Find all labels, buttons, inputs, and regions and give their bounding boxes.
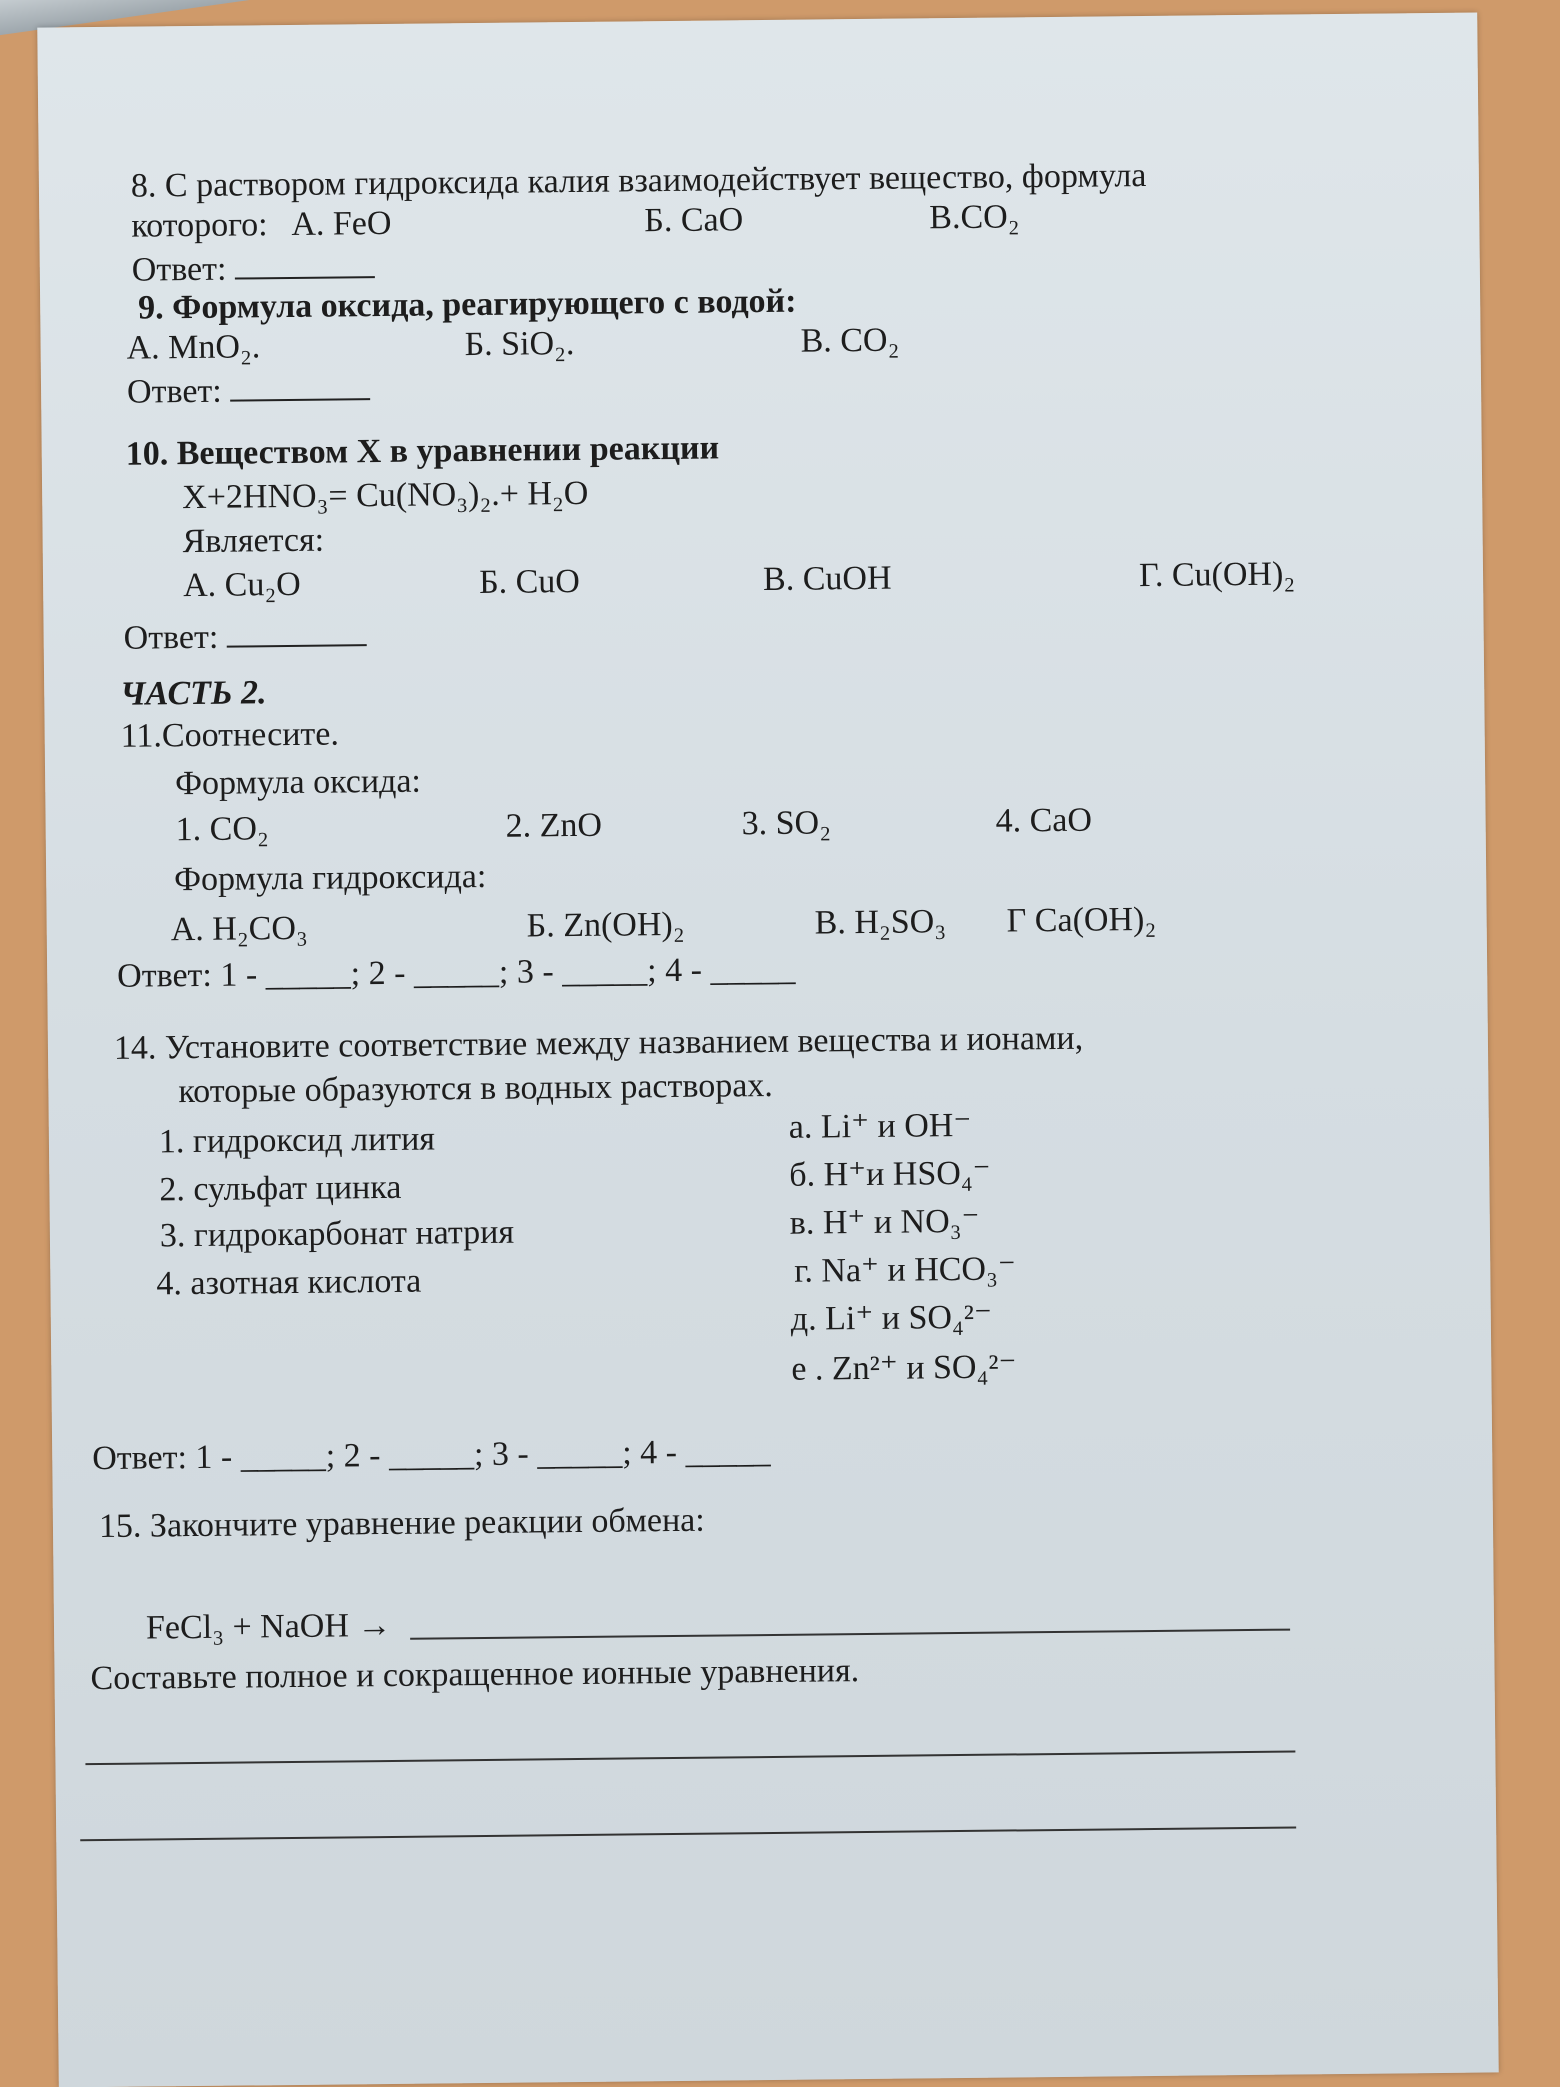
- q11-text: 11.Соотнесите.: [120, 715, 340, 755]
- answer-line[interactable]: [80, 1827, 1296, 1842]
- q9-text: 9. Формула оксида, реагирующего с водой:: [138, 282, 797, 327]
- q15-instruction: Составьте полное и сокращенное ионные уравнения.: [90, 1652, 860, 1698]
- q11-oxide-3: 3. SO₂: [741, 804, 832, 843]
- q11-hydroxide-a: А. H₂CO₃: [170, 909, 308, 949]
- q11-oxide-2: 2. ZnO: [505, 806, 603, 845]
- q14-item: 4. азотная кислота: [156, 1262, 422, 1303]
- q11-answer[interactable]: Ответ: 1 - _____; 2 - _____; 3 - _____; 4 - _____: [116, 950, 796, 995]
- q14-item: 3. гидрокарбонат натрия: [159, 1213, 515, 1255]
- q8-option-c: В.CO₂: [929, 198, 1020, 237]
- q11-oxide-label: Формула оксида:: [174, 762, 422, 803]
- q9-answer: [127, 368, 371, 413]
- q14-text-line1: 14. Установите соответствие между названием вещества и ионами,: [113, 1019, 1084, 1067]
- q10-option-b: Б. CuO: [478, 562, 581, 601]
- q14-answer[interactable]: Ответ: 1 - _____; 2 - _____; 3 - _____; 4 - _____: [92, 1432, 771, 1478]
- q8-option-a: А. FeO: [291, 204, 392, 243]
- q10-equation: X+2HNO₃= Cu(NO₃)₂.+ H₂O: [181, 474, 589, 517]
- q14-ion: а. Li⁺ и OH⁻: [788, 1106, 972, 1146]
- q11-hydroxide-d: Г Ca(OH)₂: [1006, 900, 1157, 940]
- q14-ion: в. H⁺ и NO₃⁻: [789, 1202, 980, 1242]
- q10-is: Является:: [182, 521, 325, 561]
- q10-option-a: А. Cu₂O: [182, 565, 301, 605]
- worksheet-page: [37, 13, 1498, 2087]
- q10-answer: [123, 614, 367, 659]
- q14-item: 1. гидроксид лития: [158, 1120, 436, 1161]
- part2-heading: ЧАСТЬ 2.: [120, 674, 267, 713]
- q8-answer-blank[interactable]: [235, 246, 375, 279]
- q14-ion: г. Na⁺ и HCO₃⁻: [794, 1250, 1016, 1290]
- q10-answer-blank[interactable]: [227, 614, 367, 647]
- q14-item: 2. сульфат цинка: [159, 1168, 402, 1209]
- q11-hydroxide-label: Формула гидроксида:: [173, 857, 487, 899]
- q8-prefix: которого:: [131, 206, 268, 245]
- q9-answer-blank[interactable]: [230, 368, 370, 401]
- q10-text: 10. Веществом Х в уравнении реакции: [125, 429, 720, 473]
- q8-option-b: Б. CaO: [644, 201, 744, 240]
- q10-option-c: В. CuOH: [762, 559, 892, 599]
- q11-hydroxide-b: Б. Zn(OH)₂: [526, 905, 685, 945]
- q14-ion: е . Zn²⁺ и SO₄²⁻: [791, 1348, 1017, 1388]
- q11-hydroxide-c: В. H₂SO₃: [814, 903, 947, 942]
- q11-oxide-4: 4. CaO: [995, 801, 1093, 840]
- q9-option-b: Б. SiO₂.: [464, 324, 575, 364]
- q15-equation-blank[interactable]: [410, 1629, 1290, 1640]
- q10-option-d: Г. Cu(OH)₂: [1138, 555, 1296, 595]
- q11-oxide-1: 1. CO₂: [175, 810, 269, 849]
- q9-option-a: А. MnO₂.: [126, 328, 261, 367]
- answer-line[interactable]: [85, 1751, 1295, 1766]
- q10-answer-label: Ответ:: [123, 618, 219, 657]
- q15-text: 15. Закончите уравнение реакции обмена:: [98, 1501, 705, 1546]
- q15-equation: FeCl₃ + NaOH →: [145, 1606, 392, 1647]
- q8-answer: [132, 246, 376, 291]
- q14-ion: б. H⁺и HSO₄⁻: [789, 1154, 991, 1194]
- q14-text-line2: которые образуются в водных растворах.: [178, 1066, 774, 1111]
- q8-text: 8. С раствором гидроксида калия взаимодействует вещество, формула: [130, 156, 1147, 205]
- q9-option-c: В. CO₂: [800, 321, 900, 360]
- q9-answer-label: Ответ:: [126, 372, 222, 411]
- q8-answer-label: Ответ:: [131, 250, 227, 289]
- q14-ion: д. Li⁺ и SO₄²⁻: [790, 1298, 993, 1338]
